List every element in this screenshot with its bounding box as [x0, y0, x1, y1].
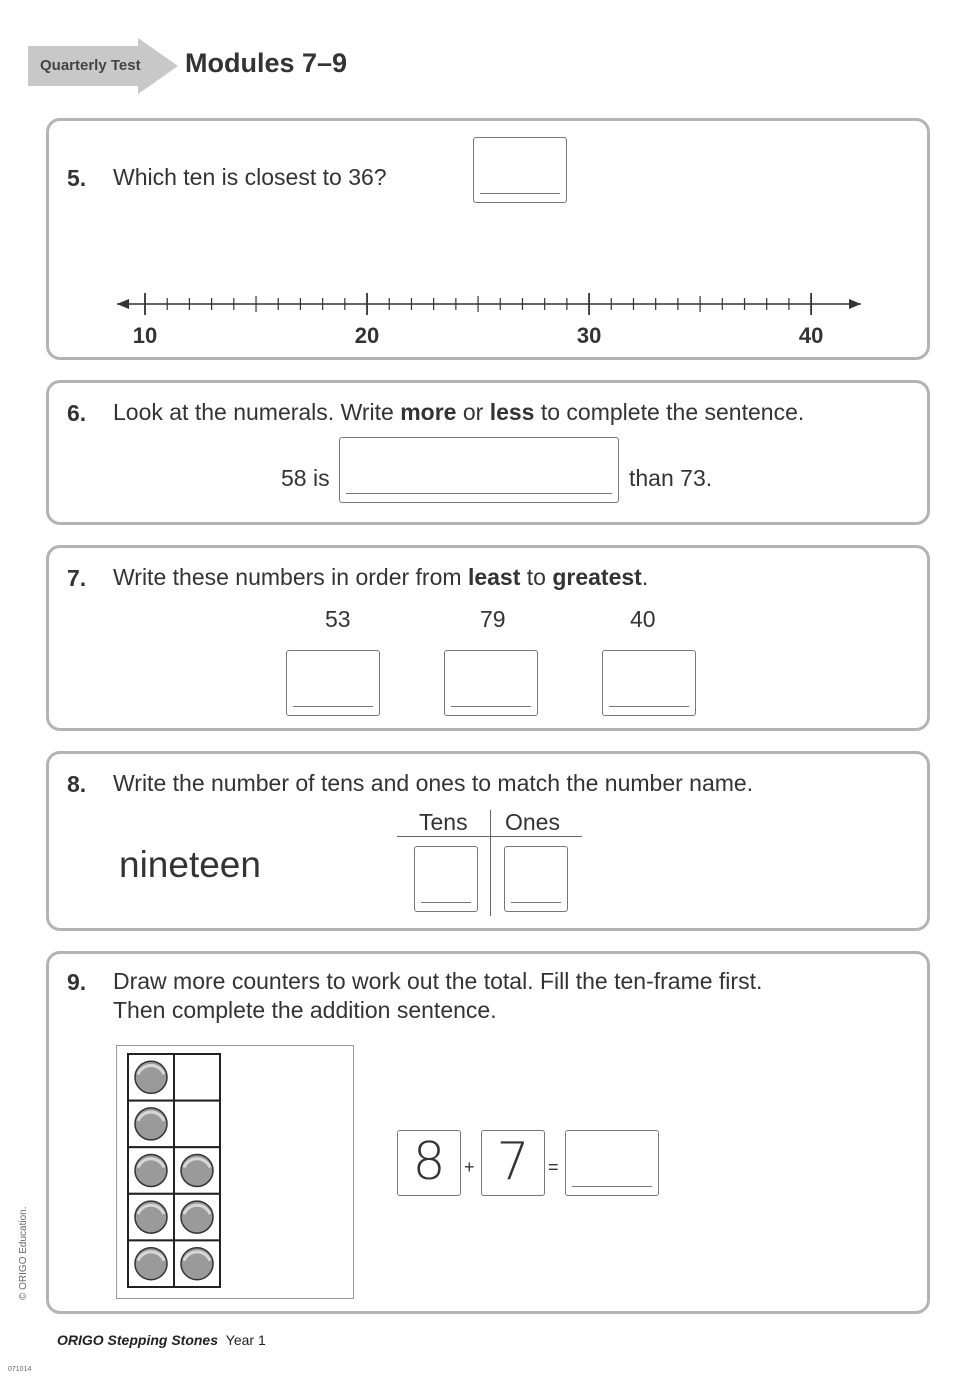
- order-box-2[interactable]: [444, 650, 538, 716]
- text-part: or: [456, 399, 490, 425]
- question-text: [113, 398, 804, 427]
- number-to-order: 53: [325, 606, 351, 632]
- ones-header: Ones: [505, 809, 560, 835]
- product-code: 071014: [8, 1366, 32, 1373]
- tick-label: 20: [354, 323, 380, 348]
- place-value-divider: [490, 810, 491, 916]
- emphasis-more: more: [400, 399, 457, 425]
- question-8-panel: [46, 751, 930, 931]
- text-part: to: [520, 564, 553, 590]
- tick-label: 10: [132, 323, 158, 348]
- sentence-prefix: 58 is: [281, 465, 330, 491]
- ten-frame-area: [116, 1045, 354, 1299]
- equals-sign: =: [548, 1157, 559, 1177]
- question-text-line-1: Draw more counters to work out the total. Fill the ten-frame first.: [113, 968, 763, 994]
- question-number: 5.: [67, 165, 87, 191]
- text-part: to complete the sentence.: [534, 399, 805, 425]
- text-part: Look at the numerals. Write: [113, 399, 401, 425]
- footer-brand: ORIGO Stepping Stones: [57, 1332, 219, 1348]
- question-text-line-2: Then complete the addition sentence.: [113, 997, 497, 1023]
- addend-2-box: 7: [481, 1130, 545, 1196]
- arrow-left-icon: [117, 299, 129, 309]
- sentence-suffix: than 73.: [629, 465, 713, 491]
- copyright-note: © ORIGO Education.: [18, 1206, 29, 1300]
- emphasis-less: less: [489, 399, 535, 425]
- order-box-3[interactable]: [602, 650, 696, 716]
- total-answer-box[interactable]: [565, 1130, 659, 1196]
- question-text: [113, 563, 648, 592]
- plus-sign: +: [464, 1157, 475, 1177]
- question-6-panel: [46, 380, 930, 525]
- question-number: 7.: [67, 565, 87, 591]
- emphasis-least: least: [467, 564, 521, 590]
- footer: [57, 1332, 266, 1348]
- tag-label: Quarterly Test: [40, 57, 141, 74]
- number-name: nineteen: [119, 844, 261, 885]
- answer-box-q6[interactable]: [339, 437, 619, 503]
- arrow-right-icon: [849, 299, 861, 309]
- question-7-panel: [46, 545, 930, 731]
- text-part: .: [641, 564, 649, 590]
- question-5-panel: [46, 118, 930, 360]
- order-box-1[interactable]: [286, 650, 380, 716]
- tens-header: Tens: [419, 809, 468, 835]
- question-9-panel: [46, 951, 930, 1314]
- addend-1-box: 8: [397, 1130, 461, 1196]
- quarterly-test-tag: [28, 38, 178, 94]
- text-part: Write these numbers in order from: [113, 564, 468, 590]
- ten-frame-cell: [174, 1101, 220, 1148]
- question-number: 8.: [67, 771, 87, 797]
- emphasis-greatest: greatest: [552, 564, 642, 590]
- ones-box[interactable]: [504, 846, 568, 912]
- question-number: 6.: [67, 400, 87, 426]
- question-text: Which ten is closest to 36?: [113, 164, 387, 190]
- answer-box-q5[interactable]: [473, 137, 567, 203]
- question-number: 9.: [67, 969, 87, 995]
- number-to-order: 79: [480, 606, 506, 632]
- ten-frame-cell: [174, 1054, 220, 1101]
- tick-label: 40: [798, 323, 824, 348]
- tick-label: 30: [576, 323, 602, 348]
- tens-box[interactable]: [414, 846, 478, 912]
- page-title: Modules 7–9: [185, 48, 348, 78]
- ten-frame: [127, 1053, 227, 1291]
- question-text: Write the number of tens and ones to match the number name.: [113, 770, 754, 796]
- footer-year: Year 1: [225, 1332, 266, 1348]
- number-to-order: 40: [630, 606, 656, 632]
- number-line: [109, 281, 879, 351]
